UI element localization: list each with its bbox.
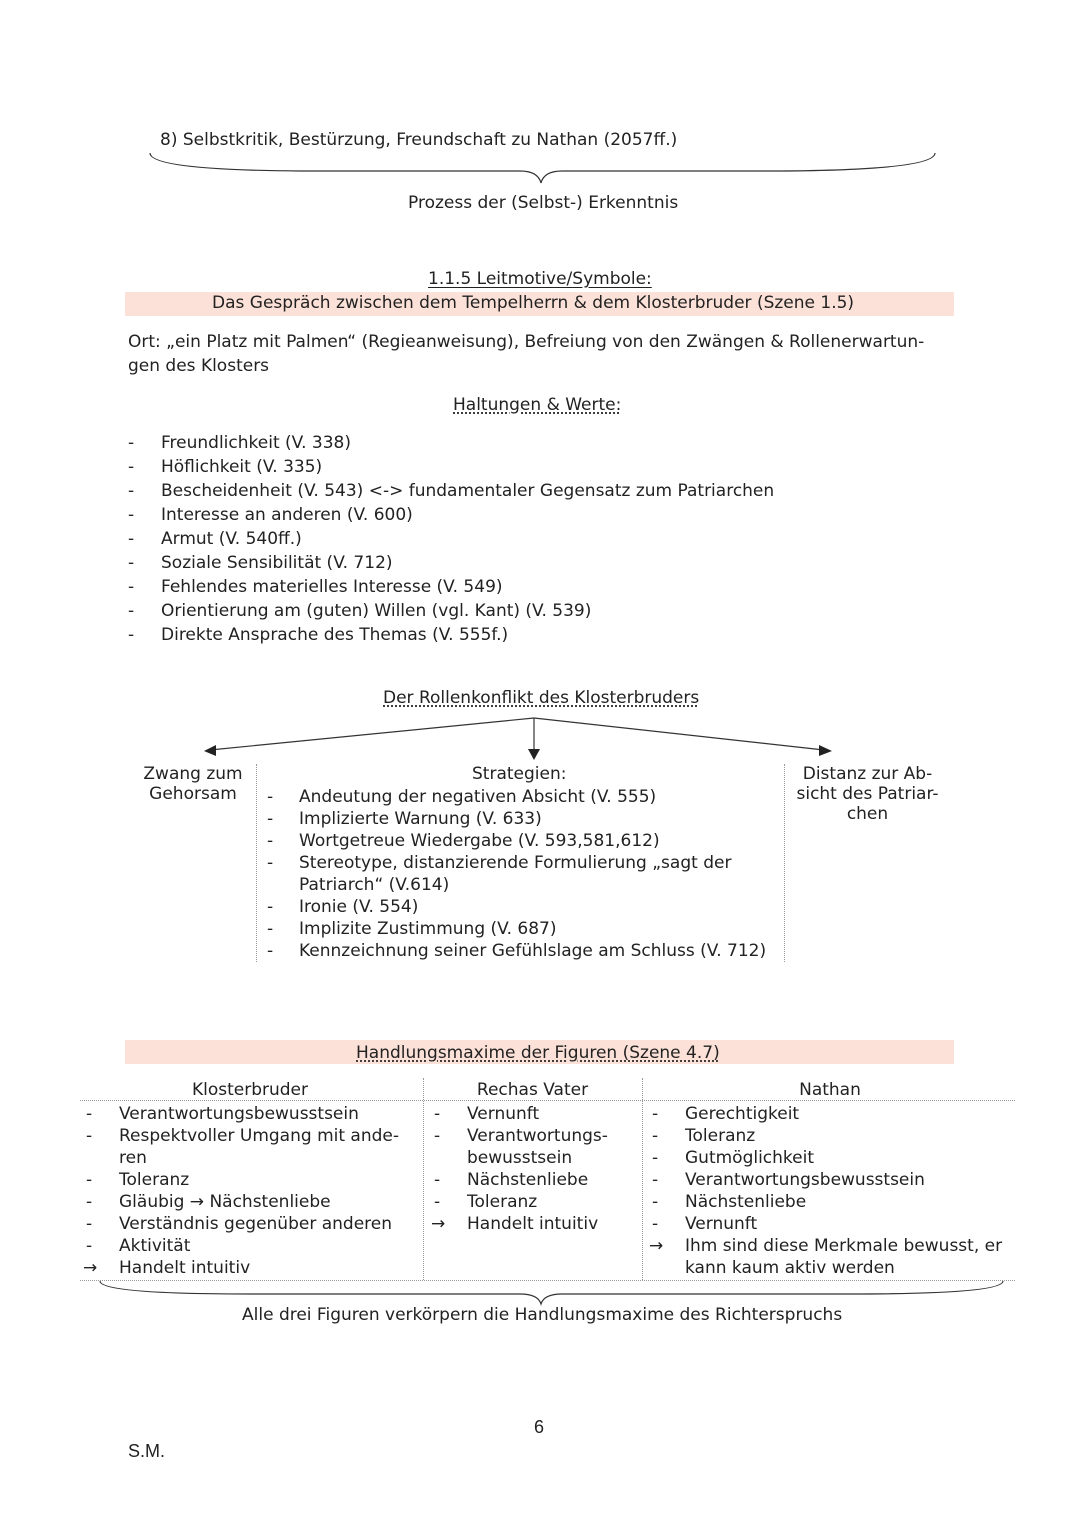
arrow-line-right	[534, 718, 824, 750]
list-item: - Gutmöglichkeit	[652, 1148, 815, 1168]
col-header-rechas-vater: Rechas Vater	[476, 1080, 589, 1100]
list-item: - Verantwortungs-	[434, 1126, 608, 1146]
list-item: - Wortgetreue Wiedergabe (V. 593,581,612)	[267, 831, 660, 851]
list-item: - Bescheidenheit (V. 543) <-> fundamentaler Gegensatz zum Patriarchen	[128, 481, 775, 501]
page-number: 6	[534, 1417, 545, 1437]
list-item: - Verständnis gegenüber anderen	[86, 1214, 393, 1234]
list-item: - Vernunft	[652, 1214, 758, 1234]
nathan-list	[649, 1103, 1003, 1279]
list-item: - Stereotype, distanzierende Formulierung „sagt der	[267, 853, 732, 873]
table-bottom-line	[80, 1280, 1015, 1281]
haltungen-list	[128, 431, 775, 647]
strategien-list	[267, 786, 767, 962]
col-header-nathan: Nathan	[799, 1080, 861, 1100]
divider-left	[256, 764, 257, 962]
arrow-head-left	[204, 745, 216, 756]
table-divider-1	[423, 1078, 424, 1280]
list-item: - Aktivität	[86, 1236, 191, 1256]
strategien-title: Strategien:	[472, 764, 567, 784]
list-item: - Höflichkeit (V. 335)	[128, 457, 323, 477]
arrow-icon: →	[649, 1236, 664, 1256]
col-header-klosterbruder: Klosterbruder	[191, 1080, 309, 1100]
list-item: - Direkte Ansprache des Themas (V. 555f.)	[128, 625, 509, 645]
list-item: → Ihm sind diese Merkmale bewusst, er	[649, 1236, 1003, 1256]
list-item: - Implizite Zustimmung (V. 687)	[267, 919, 557, 939]
arrow-head-right	[819, 745, 832, 756]
arrow-line-left	[210, 718, 534, 750]
divider-right	[784, 764, 785, 962]
list-item: - Verantwortungsbewusstsein	[86, 1104, 359, 1124]
rechas-vater-list	[431, 1103, 608, 1235]
ort-line-2: gen des Klosters	[128, 356, 270, 376]
table-divider-2	[642, 1078, 643, 1280]
brace-label: Prozess der (Selbst-) Erkenntnis	[408, 193, 679, 213]
scene-1-5-title: Das Gespräch zwischen dem Tempelherrn & dem Klosterbruder (Szene 1.5)	[212, 293, 855, 313]
list-item: - Orientierung am (guten) Willen (vgl. Kant) (V. 539)	[128, 601, 592, 621]
scene-1-5-band	[125, 292, 954, 316]
section-8-item: 8) Selbstkritik, Bestürzung, Freundschaft zu Nathan (2057ff.)	[160, 130, 678, 150]
handlungsmaxime-band	[125, 1040, 954, 1064]
distanz-label: Distanz zur Ab- sicht des Patriar- chen	[796, 764, 939, 824]
list-item-continuation: kann kaum aktiv werden	[685, 1258, 895, 1278]
list-item: - Vernunft	[434, 1104, 540, 1124]
list-item: - Toleranz	[652, 1126, 756, 1146]
author-initials: S.M.	[128, 1441, 166, 1461]
list-item: - Andeutung der negativen Absicht (V. 555)	[267, 787, 657, 807]
list-item: - Implizierte Warnung (V. 633)	[267, 809, 542, 829]
list-item: - Gläubig → Nächstenliebe	[86, 1192, 331, 1212]
leitmotive-heading: 1.1.5 Leitmotive/Symbole:	[428, 269, 652, 289]
table-header-line	[80, 1100, 1015, 1101]
list-item: - Verantwortungsbewusstsein	[652, 1170, 925, 1190]
list-item: - Fehlendes materielles Interesse (V. 549)	[128, 577, 503, 597]
list-item: - Interesse an anderen (V. 600)	[128, 505, 413, 525]
list-item: - Kennzeichnung seiner Gefühlslage am Schluss (V. 712)	[267, 941, 767, 961]
list-item: - Toleranz	[434, 1192, 538, 1212]
zwang-label: Zwang zum Gehorsam	[143, 764, 243, 804]
list-item-continuation: ren	[119, 1148, 147, 1168]
list-item: - Gerechtigkeit	[652, 1104, 800, 1124]
klosterbruder-list	[83, 1103, 399, 1279]
arrow-icon: →	[431, 1214, 446, 1234]
rollenkonflikt-heading: Der Rollenkonflikt des Klosterbruders	[383, 688, 700, 708]
list-item: - Respektvoller Umgang mit ande-	[86, 1126, 399, 1146]
arrow-icon: →	[83, 1258, 98, 1278]
list-item: - Toleranz	[86, 1170, 190, 1190]
list-item: → Handelt intuitiv	[431, 1214, 599, 1234]
list-item: - Nächstenliebe	[434, 1170, 589, 1190]
list-item-continuation: Patriarch“ (V.614)	[299, 875, 450, 895]
list-item: - Ironie (V. 554)	[267, 897, 419, 917]
list-item: - Soziale Sensibilität (V. 712)	[128, 553, 393, 573]
list-item: → Handelt intuitiv	[83, 1258, 251, 1278]
arrow-head-middle	[528, 749, 540, 760]
list-item: - Freundlichkeit (V. 338)	[128, 433, 351, 453]
conclusion-text: Alle drei Figuren verkörpern die Handlungsmaxime des Richterspruchs	[242, 1305, 843, 1325]
list-item-continuation: bewusstsein	[467, 1148, 573, 1168]
top-brace	[150, 153, 935, 183]
list-item: - Nächstenliebe	[652, 1192, 807, 1212]
handlungsmaxime-title: Handlungsmaxime der Figuren (Szene 4.7)	[356, 1043, 720, 1063]
haltungen-heading: Haltungen & Werte:	[453, 395, 622, 415]
bottom-brace	[100, 1281, 1003, 1304]
list-item: - Armut (V. 540ff.)	[128, 529, 302, 549]
ort-line-1: Ort: „ein Platz mit Palmen“ (Regieanweisung), Befreiung von den Zwängen & Rollenerwartun-	[128, 332, 925, 352]
